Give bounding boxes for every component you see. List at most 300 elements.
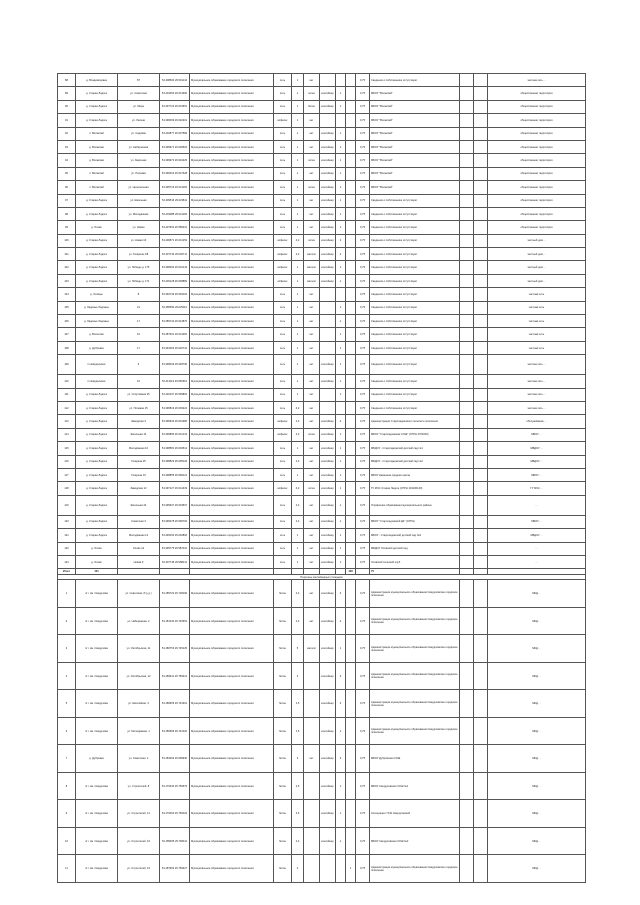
table-cell: [474, 442, 488, 455]
table-cell: д. Старая Ладога: [76, 274, 118, 287]
table-cell: [346, 127, 356, 140]
table-cell: 108: [58, 341, 76, 354]
table-cell: нет: [304, 74, 320, 87]
table-cell: [460, 415, 474, 428]
document-sheet: [57, 73, 585, 883]
table-cell: нет: [304, 127, 320, 140]
table-cell: Муниципальное образование городского поселения: [190, 772, 274, 800]
table-cell: 54.179460 29.760023: [160, 800, 190, 828]
table-cell: 1: [336, 375, 346, 388]
table-cell: 1: [292, 74, 304, 87]
table-cell: сеть: [274, 194, 292, 207]
table-cell: контейнер: [320, 542, 336, 555]
table-row: [58, 355, 586, 375]
table-cell: ул. Новая: [118, 221, 160, 234]
table-cell: 0,75: [356, 515, 370, 528]
table-cell: 4,2: [292, 580, 304, 608]
table-cell: сеть: [274, 542, 292, 555]
table-cell: контейнер: [320, 261, 336, 274]
table-cell: 4,2: [292, 401, 304, 414]
table-cell: [346, 154, 356, 167]
table-cell: 1: [336, 442, 346, 455]
table-cell: [460, 468, 474, 481]
table-cell: [474, 167, 488, 180]
table-cell: [346, 442, 356, 455]
table-cell: асфальт: [274, 114, 292, 127]
table-cell: металл: [304, 274, 320, 287]
table-cell: 100: [58, 234, 76, 247]
table-cell: частная сеть: [488, 301, 586, 314]
table-row: [58, 248, 586, 261]
table-cell: [460, 495, 474, 515]
table-cell: ул. Победы д. 175: [118, 261, 160, 274]
table-cell: [304, 827, 320, 855]
table-cell: Администрация муниципального образования Свердловское городское поселение: [370, 635, 460, 663]
table-cell: сеть: [274, 442, 292, 455]
table-cell: [346, 772, 356, 800]
table-cell: Гагарина 10: [118, 468, 160, 481]
table-cell: 0,75: [356, 328, 370, 341]
table-cell: 93: [58, 140, 76, 153]
table-cell: общественная территория: [488, 100, 586, 113]
table-cell: [346, 140, 356, 153]
table-cell: бетон: [274, 827, 292, 855]
table-cell: Муниципальное образование городского поселения: [190, 690, 274, 718]
table-cell: Муниципальное образование городского поселения: [190, 495, 274, 515]
table-cell: Муниципальное образование городского поселения: [190, 415, 274, 428]
table-cell: 54.397722 29.619651: [160, 100, 190, 113]
table-cell: 119: [58, 495, 76, 515]
table-row: [58, 515, 586, 528]
table-cell: [460, 87, 474, 100]
table-cell: 0,75: [356, 167, 370, 180]
table-cell: Осовский сельский клуб: [370, 555, 460, 568]
table-cell: 54.398823 29.605126: [160, 455, 190, 468]
table-cell: [304, 772, 320, 800]
table-cell: сеть: [274, 515, 292, 528]
table-cell: частная сеть ...: [488, 401, 586, 414]
table-cell: 4,2: [292, 827, 304, 855]
table-cell: МБОУ - Староладожский детский сад №3: [370, 529, 460, 542]
table-cell: нет: [304, 328, 320, 341]
table-row: [58, 607, 586, 635]
table-cell: контейнер: [320, 495, 336, 515]
table-cell: 0,75: [356, 401, 370, 414]
table-cell: [474, 555, 488, 568]
table-cell: 1: [336, 194, 346, 207]
table-cell: [460, 401, 474, 414]
table-cell: ул. Школьная: [118, 194, 160, 207]
table-cell: [474, 401, 488, 414]
table-cell: Муниципальное образование городского поселения: [190, 745, 274, 773]
table-cell: 113: [58, 415, 76, 428]
table-cell: ул. Набережная, 2: [118, 607, 160, 635]
table-cell: контейнер: [320, 555, 336, 568]
table-cell: 1: [336, 328, 346, 341]
table-cell: [346, 341, 356, 354]
table-cell: контейнер: [320, 690, 336, 718]
table-cell: д. Старая Ладога: [76, 207, 118, 220]
table-cell: контейнер: [320, 580, 336, 608]
table-cell: нет: [304, 388, 320, 401]
table-cell: 108: [346, 569, 356, 575]
table-cell: 54.397127 29.614433: [160, 482, 190, 495]
table-cell: МБДОУ - Староладожский детский сад №1: [370, 442, 460, 455]
table-cell: контейнер: [320, 375, 336, 388]
table-cell: Итого: [58, 569, 76, 575]
table-row: [58, 388, 586, 401]
table-cell: д. Ладожье Ладожье: [76, 315, 118, 328]
table-cell: бетон: [274, 580, 292, 608]
table-cell: ул. Садовая: [118, 127, 160, 140]
table-row: [58, 542, 586, 555]
table-cell: п.Новодолинск: [76, 355, 118, 375]
table-cell: ул. Строителей, 11: [118, 800, 160, 828]
table-cell: 7: [58, 745, 76, 773]
table-cell: 0,75: [356, 635, 370, 663]
table-cell: 0,75: [356, 442, 370, 455]
table-cell: контейнер: [320, 221, 336, 234]
table-cell: [474, 529, 488, 542]
table-cell: 4,2: [292, 248, 304, 261]
table-cell: сетка: [304, 234, 320, 247]
table-cell: сеть: [274, 181, 292, 194]
table-cell: 6: [58, 717, 76, 745]
table-cell: МБОУ ...: [488, 515, 586, 528]
table-cell: 54.404250 29.614390: [160, 87, 190, 100]
table-cell: нет: [304, 745, 320, 773]
table-cell: Сведения о собственнике отсутствуют: [370, 388, 460, 401]
table-cell: [346, 114, 356, 127]
table-cell: МБОУ ...: [488, 468, 586, 481]
table-cell: 8: [58, 772, 76, 800]
table-cell: пгт. им. Свердлова: [76, 855, 118, 883]
table-cell: МКД ...: [488, 772, 586, 800]
table-cell: [346, 355, 356, 375]
table-cell: 3: [336, 662, 346, 690]
table-cell: Муниципальное образование городского поселения: [190, 301, 274, 314]
table-cell: бетон: [274, 745, 292, 773]
table-cell: д. Старая Ладога: [76, 87, 118, 100]
table-cell: Сведения о собственнике отсутствуют: [370, 221, 460, 234]
table-cell: [474, 662, 488, 690]
table-cell: 54.392749 29.593102: [160, 288, 190, 301]
table-cell: [460, 635, 474, 663]
table-row: [58, 127, 586, 140]
table-cell: 1: [292, 167, 304, 180]
table-cell: Администрация муниципального образования Свердловское городское поселение: [370, 607, 460, 635]
table-cell: 54.386742 29.621870: [160, 315, 190, 328]
table-cell: Муниципальное образование городского поселения: [190, 341, 274, 354]
table-cell: [346, 580, 356, 608]
table-row: [58, 401, 586, 414]
table-cell: асфальт: [274, 274, 292, 287]
table-cell: ул. Советская: [118, 87, 160, 100]
table-cell: бетон: [274, 800, 292, 828]
table-cell: [346, 635, 356, 663]
table-cell: 0,75: [356, 495, 370, 515]
table-cell: контейнер: [320, 248, 336, 261]
table-cell: Муниципальное образование городского поселения: [190, 635, 274, 663]
table-cell: д. Старая Ладога: [76, 428, 118, 441]
table-cell: 9: [58, 800, 76, 828]
table-cell: д. Волжская: [76, 154, 118, 167]
table-cell: [460, 154, 474, 167]
table-cell: МКД ...: [488, 827, 586, 855]
table-cell: д. Старая Ладога: [76, 194, 118, 207]
table-cell: [460, 542, 474, 555]
table-cell: контейнер: [320, 428, 336, 441]
table-cell: 0,75: [356, 428, 370, 441]
table-cell: [460, 261, 474, 274]
table-cell: сеть: [274, 328, 292, 341]
table-cell: п. Волжский: [76, 127, 118, 140]
table-cell: 1: [292, 127, 304, 140]
table-cell: Муниципальное образование городского поселения: [190, 140, 274, 153]
table-cell: [474, 234, 488, 247]
table-cell: Заводская 3: [118, 415, 160, 428]
table-cell: 54.396099 29.622201: [160, 114, 190, 127]
table-cell: 54.180753 29.745125: [160, 635, 190, 663]
table-cell: контейнер: [320, 772, 336, 800]
table-cell: [474, 515, 488, 528]
table-cell: 54.414119 29.659661: [160, 375, 190, 388]
table-cell: МКД ...: [488, 800, 586, 828]
table-cell: [460, 690, 474, 718]
table-cell: 1: [292, 315, 304, 328]
table-cell: 0,75: [356, 301, 370, 314]
table-cell: [474, 745, 488, 773]
table-cell: 1: [292, 194, 304, 207]
table-cell: Муниципальное образование городского поселения: [190, 261, 274, 274]
table-cell: нет: [304, 355, 320, 375]
table-cell: 0,75: [356, 772, 370, 800]
register-body: [58, 74, 586, 883]
table-cell: нет: [304, 341, 320, 354]
table-cell: сеть: [274, 401, 292, 414]
table-row: [58, 288, 586, 301]
table-cell: сеть: [274, 455, 292, 468]
table-cell: 54.399150 29.602800: [160, 529, 190, 542]
table-cell: [474, 288, 488, 301]
table-cell: Гагарина 25: [118, 455, 160, 468]
table-cell: [474, 100, 488, 113]
table-cell: ул. Полевая: [118, 167, 160, 180]
table-cell: [460, 442, 474, 455]
table-cell: нет: [304, 301, 320, 314]
table-cell: [460, 607, 474, 635]
table-cell: контейнер: [320, 207, 336, 220]
table-row: [58, 482, 586, 495]
table-cell: Администрация муниципального образования Свердловское городское поселение: [370, 717, 460, 745]
table-cell: МБОУ "Староладожский ДК" (ОГРН): [370, 515, 460, 528]
table-cell: металл: [304, 635, 320, 663]
table-cell: общественная территория: [488, 194, 586, 207]
table-cell: п. Волжский: [76, 181, 118, 194]
table-cell: ...: [488, 495, 586, 515]
table-row: [58, 274, 586, 287]
table-cell: Муниципальное образование городского поселения: [190, 607, 274, 635]
table-cell: Муниципальное образование городского поселения: [190, 717, 274, 745]
table-cell: 115: [58, 442, 76, 455]
table-cell: Муниципальное образование городского поселения: [190, 154, 274, 167]
table-cell: обслуживание ...: [488, 415, 586, 428]
table-cell: Муниципальное образование городского поселения: [190, 542, 274, 555]
table-cell: Муниципальное образование городского поселения: [190, 207, 274, 220]
table-cell: д. Старая Ладога: [76, 482, 118, 495]
table-cell: [346, 495, 356, 515]
table-cell: 2,5: [292, 800, 304, 828]
table-cell: Муниципальное образование городского поселения: [190, 248, 274, 261]
table-cell: д. Старая Ладога: [76, 515, 118, 528]
table-cell: 0,75: [356, 87, 370, 100]
table-cell: МКД ...: [488, 855, 586, 883]
table-cell: [460, 194, 474, 207]
table-cell: [346, 555, 356, 568]
table-cell: МБДОУ ...: [488, 455, 586, 468]
table-cell: сеть: [274, 529, 292, 542]
table-cell: 1: [292, 221, 304, 234]
table-cell: 54.399637 29.604507: [160, 495, 190, 515]
table-cell: 1: [346, 855, 356, 883]
table-cell: 1: [292, 207, 304, 220]
table-cell: 54.398855 29.599121: [160, 468, 190, 481]
table-cell: 4,2: [292, 455, 304, 468]
table-cell: МКД ...: [488, 690, 586, 718]
table-cell: пгт. им. Свердлова: [76, 827, 118, 855]
table-cell: ул. Лесная: [118, 114, 160, 127]
table-cell: 94: [58, 154, 76, 167]
table-cell: 4,2: [292, 515, 304, 528]
table-cell: д. Осово: [76, 555, 118, 568]
table-cell: частная сеть ...: [488, 355, 586, 375]
table-cell: [320, 341, 336, 354]
table-cell: 1: [292, 87, 304, 100]
table-cell: 121: [58, 529, 76, 542]
table-cell: бетон: [274, 607, 292, 635]
table-cell: Муниципальное образование городского поселения: [190, 388, 274, 401]
table-cell: ул. Молодёжная: [118, 207, 160, 220]
table-cell: [346, 717, 356, 745]
table-cell: 0,75: [356, 690, 370, 718]
table-cell: 54.396819 29.603224: [160, 401, 190, 414]
table-cell: Муниципальное образование городского поселения: [190, 87, 274, 100]
table-cell: контейнер: [320, 154, 336, 167]
table-cell: [474, 468, 488, 481]
table-cell: ул. Набережная: [118, 140, 160, 153]
table-cell: [460, 301, 474, 314]
table-cell: контейнер: [320, 515, 336, 528]
table-cell: 0,75: [356, 207, 370, 220]
table-cell: 0,75: [356, 114, 370, 127]
table-cell: [460, 388, 474, 401]
table-cell: нет: [304, 515, 320, 528]
table-cell: сеть: [274, 127, 292, 140]
table-cell: 54.185455 29.768311: [160, 827, 190, 855]
table-cell: 0,75: [356, 140, 370, 153]
table-cell: Советская 3: [118, 515, 160, 528]
table-cell: [346, 221, 356, 234]
table-cell: [346, 181, 356, 194]
table-cell: 0,75: [356, 248, 370, 261]
table-cell: бетон: [304, 100, 320, 113]
table-cell: 4,2: [292, 495, 304, 515]
table-row: [58, 580, 586, 608]
table-cell: 1: [336, 274, 346, 287]
table-cell: [460, 515, 474, 528]
table-cell: [346, 515, 356, 528]
table-cell: [346, 328, 356, 341]
table-cell: 11: [58, 855, 76, 883]
table-cell: 1: [292, 301, 304, 314]
table-cell: [304, 662, 320, 690]
table-cell: 54.399933 29.601386: [160, 415, 190, 428]
table-cell: МКД ...: [488, 635, 586, 663]
table-row: [58, 442, 586, 455]
table-cell: Школьная 24: [118, 495, 160, 515]
table-cell: [346, 482, 356, 495]
table-cell: асфальт: [274, 248, 292, 261]
table-cell: 1: [336, 555, 346, 568]
table-cell: нет: [304, 221, 320, 234]
table-cell: [346, 207, 356, 220]
table-cell: нет: [304, 167, 320, 180]
table-cell: 3: [336, 745, 346, 773]
table-cell: 122: [58, 542, 76, 555]
table-cell: сеть: [274, 495, 292, 515]
table-cell: 2: [58, 607, 76, 635]
table-cell: [346, 234, 356, 247]
table-cell: 10: [58, 827, 76, 855]
table-cell: [346, 455, 356, 468]
table-cell: нет: [304, 580, 320, 608]
table-cell: 3: [292, 745, 304, 773]
table-cell: нет: [304, 315, 320, 328]
table-cell: [474, 415, 488, 428]
table-cell: Сведения о собственнике отсутствуют: [370, 74, 460, 87]
table-row: [58, 87, 586, 100]
table-cell: 1: [292, 261, 304, 274]
table-cell: 0,75: [356, 388, 370, 401]
table-cell: 16: [118, 328, 160, 341]
table-cell: нет: [304, 401, 320, 414]
table-cell: [474, 207, 488, 220]
table-cell: 54.398294 29.610143: [160, 261, 190, 274]
table-cell: 0,75: [356, 315, 370, 328]
table-cell: МБОУ "Волжский": [370, 100, 460, 113]
table-cell: контейнер: [320, 607, 336, 635]
table-cell: бетон: [274, 690, 292, 718]
table-cell: Заводская 12: [118, 482, 160, 495]
table-cell: 54.387301 29.614281: [160, 328, 190, 341]
table-cell: [304, 717, 320, 745]
table-cell: МБОУ ...: [488, 428, 586, 441]
table-cell: 1: [336, 800, 346, 828]
table-cell: сеть: [274, 100, 292, 113]
table-cell: [474, 428, 488, 441]
table-cell: [474, 261, 488, 274]
table-cell: МБДОУ ...: [488, 529, 586, 542]
table-cell: Муниципальное образование городского поселения: [190, 288, 274, 301]
table-row: [58, 194, 586, 207]
table-cell: Муниципальное образование городского поселения: [190, 194, 274, 207]
table-cell: д. Старая Ладога: [76, 495, 118, 515]
table-cell: бетон: [274, 855, 292, 883]
table-cell: Сведения о собственнике отсутствуют: [370, 234, 460, 247]
table-cell: 103: [58, 274, 76, 287]
table-cell: нет: [304, 207, 320, 220]
table-cell: 54.395715 29.613181: [160, 181, 190, 194]
